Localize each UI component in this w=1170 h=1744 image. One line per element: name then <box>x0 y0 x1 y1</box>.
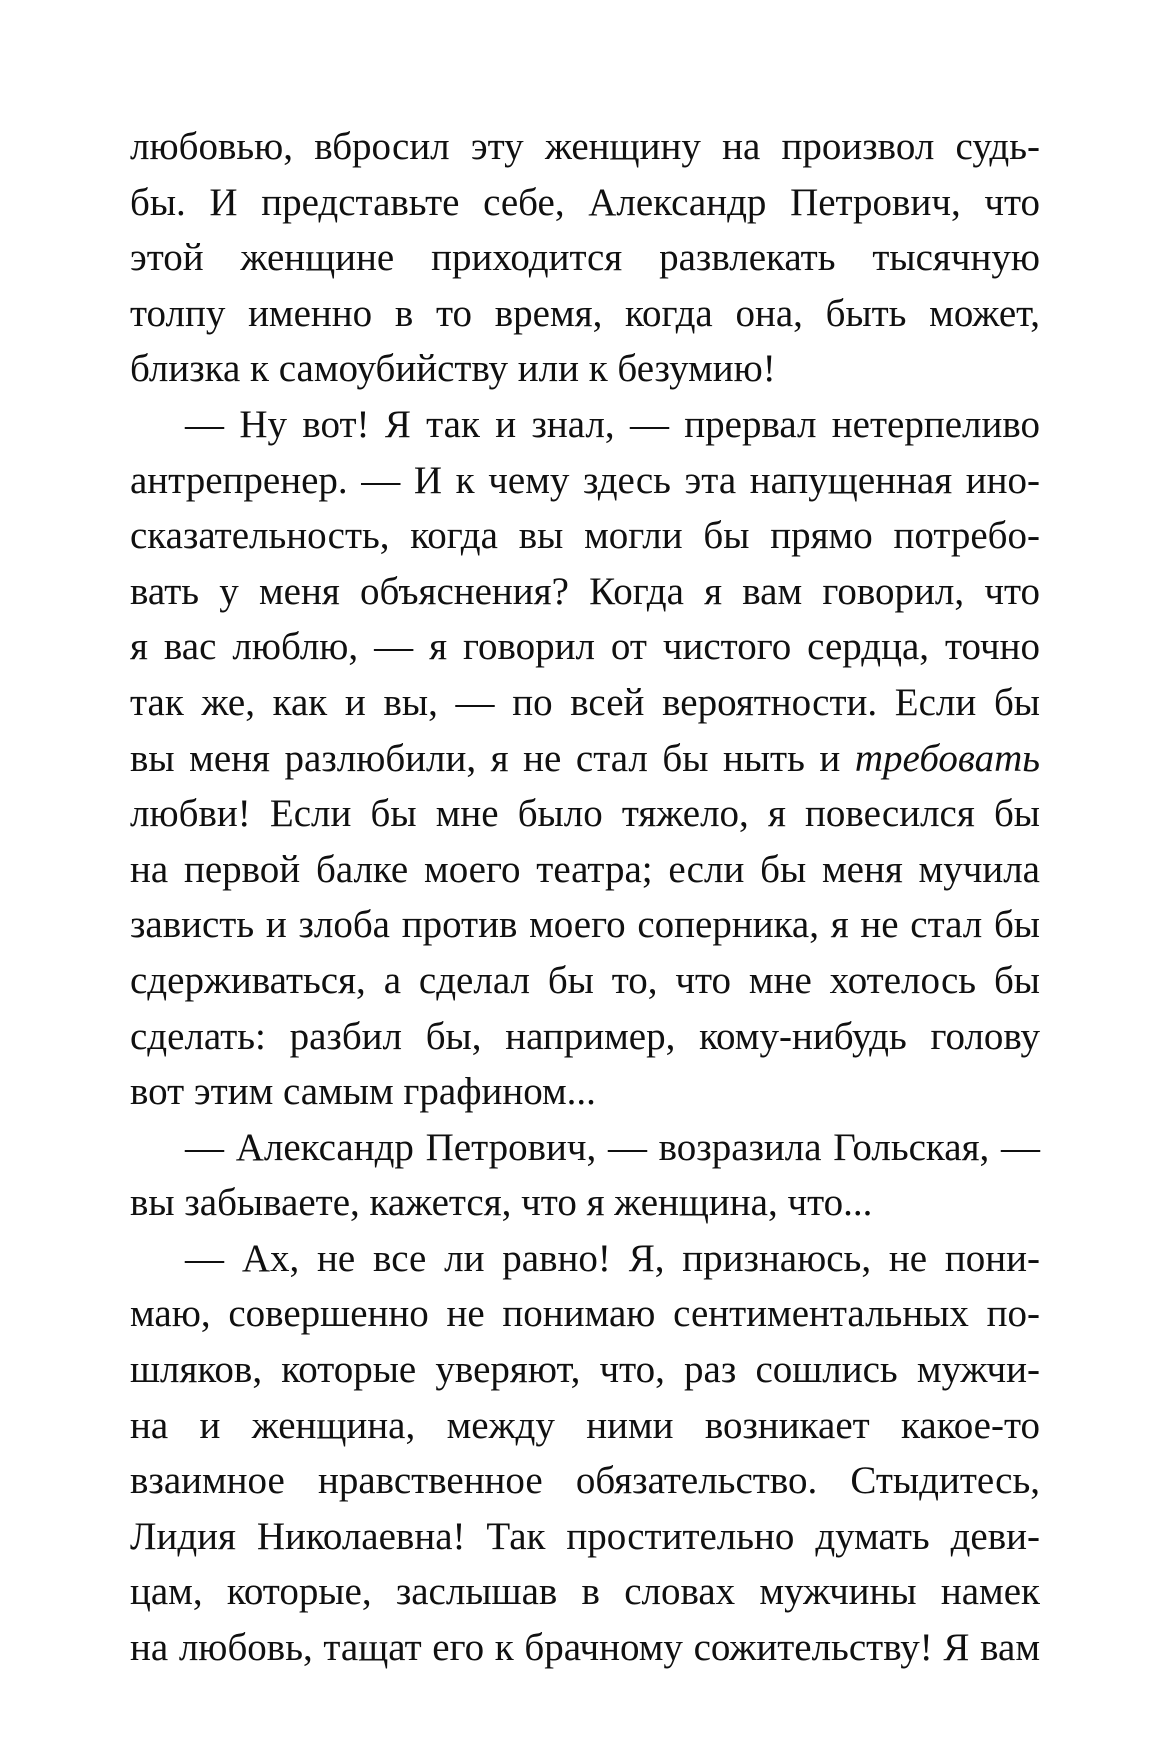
text-line <box>130 1175 1040 1231</box>
text-line <box>130 1064 1040 1120</box>
text-run: — Александр Петрович, — возразила Гольская, — <box>185 1125 1040 1169</box>
text-run: бы. И представьте себе, Александр Петрович, что <box>130 180 1040 224</box>
text-run: — Ах, не все ли равно! Я, признаюсь, не пони- <box>185 1236 1040 1280</box>
text-line <box>130 897 1040 953</box>
paragraph <box>130 397 1040 1120</box>
paragraph <box>130 1120 1040 1231</box>
text-line <box>130 397 1040 453</box>
text-run: вы забываете, кажется, что я женщина, что... <box>130 1181 873 1225</box>
paragraph <box>130 1231 1040 1676</box>
text-run: на любовь, тащат его к брачному сожительству! Я вам <box>130 1626 1040 1670</box>
text-run: вот этим самым графином... <box>130 1070 596 1114</box>
text-run: на первой балке моего театра; если бы меня мучила <box>130 847 1040 891</box>
text-run: этой женщине приходится развлекать тысячную <box>130 236 1040 280</box>
text-line <box>130 1120 1040 1176</box>
text-line <box>130 508 1040 564</box>
text-line <box>130 1453 1040 1509</box>
text-run: сдерживаться, а сделал бы то, что мне хотелось бы <box>130 958 1040 1002</box>
text-run: любовью, вбросил эту женщину на произвол судь- <box>130 125 1040 168</box>
text-run: вать у меня объяснения? Когда я вам говорил, что <box>130 569 1040 613</box>
text-run: любви! Если бы мне было тяжело, я повесился бы <box>130 792 1040 836</box>
text-run: сделать: разбил бы, например, кому-нибудь голову <box>130 1014 1040 1058</box>
text-line <box>130 1509 1040 1565</box>
text-run: зависть и злоба против моего соперника, я не стал бы <box>130 903 1040 947</box>
text-run: — Ну вот! Я так и знал, — прервал нетерпеливо <box>185 402 1040 446</box>
paragraph <box>130 119 1040 397</box>
text-line <box>130 1342 1040 1398</box>
text-line <box>130 842 1040 898</box>
text-line <box>130 453 1040 509</box>
text-line <box>130 119 1040 175</box>
text-line <box>130 564 1040 620</box>
text-line <box>130 953 1040 1009</box>
text-line <box>130 286 1040 342</box>
text-line <box>130 731 1040 787</box>
text-line <box>130 675 1040 731</box>
text-line <box>130 1231 1040 1287</box>
italic-text-run: требовать <box>854 736 1040 780</box>
text-run: я вас люблю, — я говорил от чистого сердца, точно <box>130 625 1040 669</box>
text-run: Лидия Николаевна! Так простительно думать деви- <box>130 1514 1040 1558</box>
text-run: толпу именно в то время, когда она, быть может, <box>130 291 1040 335</box>
text-run: близка к самоубийству или к безумию! <box>130 347 776 391</box>
text-run: взаимное нравственное обязательство. Стыдитесь, <box>130 1459 1040 1503</box>
text-line <box>130 619 1040 675</box>
text-run: на и женщина, между ними возникает какое-то <box>130 1403 1040 1447</box>
book-page-text <box>130 119 1040 1676</box>
text-line <box>130 1564 1040 1620</box>
text-run: так же, как и вы, — по всей вероятности. Если бы <box>130 680 1040 724</box>
text-line <box>130 341 1040 397</box>
text-line <box>130 1009 1040 1065</box>
text-run: цам, которые, заслышав в словах мужчины намек <box>130 1570 1040 1614</box>
text-run: шляков, которые уверяют, что, раз сошлись мужчи- <box>130 1348 1040 1392</box>
text-run: сказательность, когда вы могли бы прямо потребо- <box>130 514 1040 558</box>
text-line <box>130 230 1040 286</box>
text-line <box>130 1286 1040 1342</box>
text-run: антрепренер. — И к чему здесь эта напущенная ино- <box>130 458 1040 502</box>
text-line <box>130 175 1040 231</box>
text-run: маю, совершенно не понимаю сентиментальных по- <box>130 1292 1040 1336</box>
text-line <box>130 786 1040 842</box>
text-run: вы меня разлюбили, я не стал бы ныть и <box>130 736 855 780</box>
text-line <box>130 1620 1040 1676</box>
text-line <box>130 1398 1040 1454</box>
